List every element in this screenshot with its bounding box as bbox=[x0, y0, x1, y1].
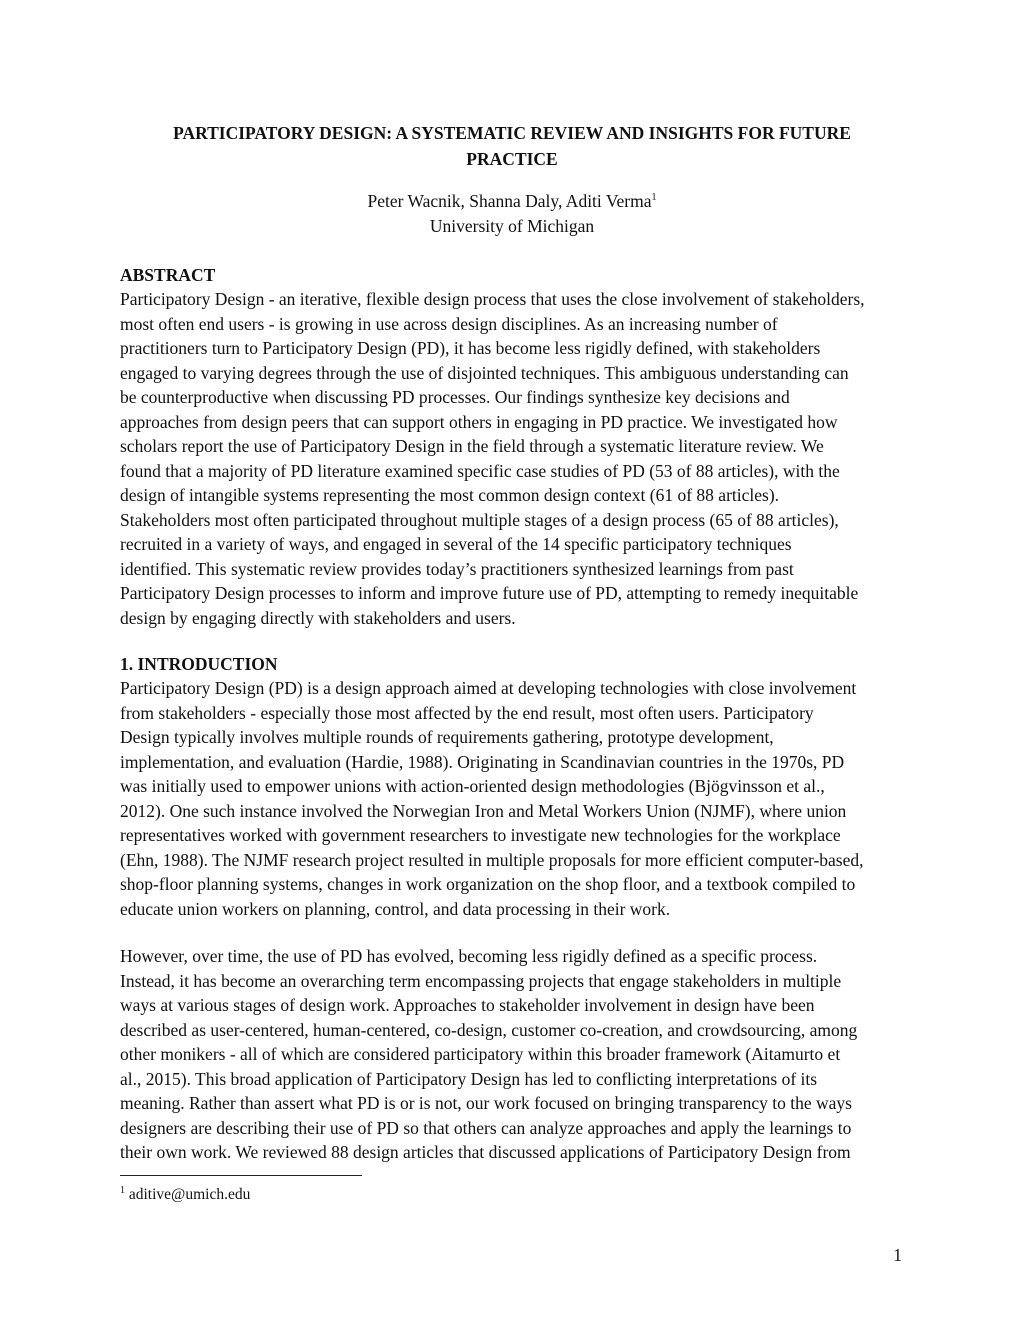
introduction-heading: 1. INTRODUCTION bbox=[120, 654, 278, 674]
author-footnote-marker: 1 bbox=[651, 192, 657, 204]
footnote-separator bbox=[120, 1175, 362, 1176]
footnote bbox=[120, 1185, 250, 1205]
author-list bbox=[120, 188, 904, 214]
author-affiliation: University of Michigan bbox=[429, 216, 595, 236]
page-number: 1 bbox=[893, 1245, 902, 1265]
introduction-paragraph-2: However, over time, the use of PD has evolved, becoming less rigidly defined as a specific process. Instead, it has become an overarching term encompassing projects that engage stakeholders in multiple ways at various stages of design work. Approaches to stakeholder involvement in design have been described as user-centered, human-centered, co-design, customer co-creation, and crowdsourcing, among other monikers - all of which are considered participatory within this broader framework (Aitamurto et al., 2015). This broad application of Participatory Design has led to conflicting interpretations of its meaning. Rather than assert what PD is or is not, our work focused on bringing transparency to the ways designers are describing their use of PD so that others can analyze approaches and apply the learnings to their own work. We reviewed 88 design articles that discussed applications of Participatory Design from bbox=[120, 946, 858, 1162]
paper-title bbox=[120, 120, 904, 172]
introduction-paragraph-1: Participatory Design (PD) is a design approach aimed at developing technologies with close involvement from stakeholders - especially those most affected by the end result, most often users. Participatory Design typically involves multiple rounds of requirements gathering, prototype development, implementation, and evaluation (Hardie, 1988). Originating in Scandinavian countries in the 1970s, PD was initially used to empower unions with action-oriented design methodologies (Bjögvinsson et al., 2012). One such instance involved the Norwegian Iron and Metal Workers Union (NJMF), where union representatives worked with government researchers to investigate new technologies for the workplace (Ehn, 1988). The NJMF research project resulted in multiple proposals for more efficient computer-based, shop-floor planning systems, changes in work organization on the shop floor, and a textbook compiled to educate union workers on planning, control, and data processing in their work. bbox=[120, 678, 864, 919]
abstract-text: Participatory Design - an iterative, flexible design process that uses the close involvement of stakeholders, most often end users - is growing in use across design disciplines. As an increasing number of practitioners turn to Participatory Design (PD), it has become less rigidly defined, with stakeholders engaged to varying degrees through the use of disjointed techniques. This ambiguous understanding can be counterproductive when discussing PD processes. Our findings synthesize key decisions and approaches from design peers that can support others in engaging in PD practice. We investigated how scholars report the use of Participatory Design in the field through a systematic literature review. We found that a majority of PD literature examined specific case studies of PD (53 of 88 articles), with the design of intangible systems representing the most common design context (61 of 88 articles). Stakeholders most often participated throughout multiple stages of a design process (65 of 88 articles), recruited in a variety of ways, and engaged in several of the 14 specific participatory techniques identified. This systematic review provides today’s practitioners synthesized learnings from past Participatory Design processes to inform and improve future use of PD, attempting to remedy inequitable design by engaging directly with stakeholders and users. bbox=[120, 289, 865, 628]
paper-title-line-1: PARTICIPATORY DESIGN: A SYSTEMATIC REVIEW AND INSIGHTS FOR FUTURE bbox=[173, 123, 851, 143]
footnote-email: aditive@umich.edu bbox=[128, 1186, 251, 1203]
paper-title-line-2: PRACTICE bbox=[466, 149, 558, 169]
author-names: Peter Wacnik, Shanna Daly, Aditi Verma bbox=[367, 191, 652, 211]
abstract-heading: ABSTRACT bbox=[120, 265, 216, 285]
footnote-marker: 1 bbox=[120, 1184, 125, 1196]
